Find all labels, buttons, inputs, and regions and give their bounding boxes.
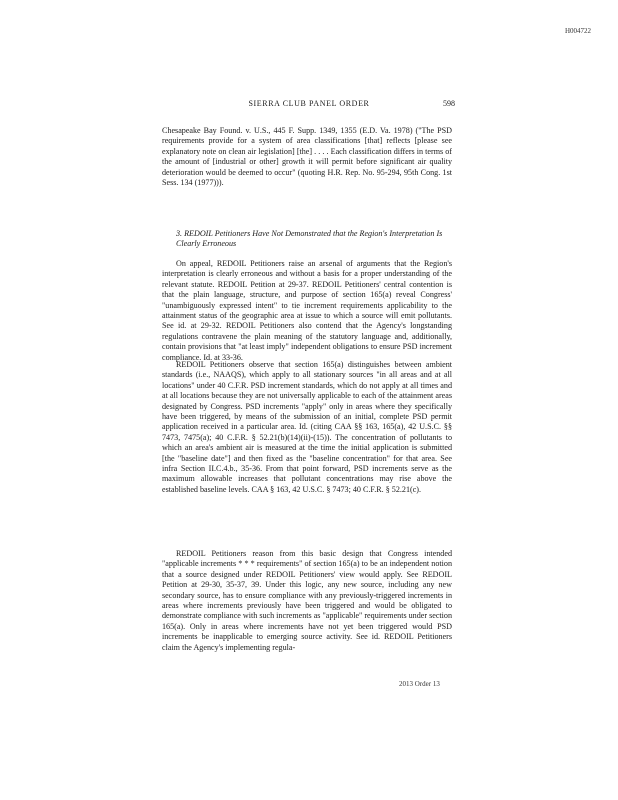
running-head: SIERRA CLUB PANEL ORDER [248, 99, 370, 108]
section-heading: 3. REDOIL Petitioners Have Not Demonstrated that the Region's Interpretation Is Clearly Erroneous [176, 229, 443, 249]
paragraph-4: REDOIL Petitioners reason from this basic design that Congress intended "applicable increments * * * requirements" of section 165(a) to be an independent notion that a source designed under REDOIL Petitioners' view would apply. See REDOIL Petition at 29-30, 35-37, 39. Under this logic, any new source, including any new secondary source, has to ensure compliance with any previously-triggered increments in areas where increments previously have been triggered and would be obligated to demonstrate compliance with such increments as "applicable" requirements under section 165(a). Only in areas where increments have not yet been triggered would PSD increments be inapplicable to emerging source activity. See id. REDOIL Petitioners claim the Agency's implementing regula- [162, 549, 453, 652]
footer-id: 2013 Order 13 [399, 680, 440, 688]
paragraph-2: On appeal, REDOIL Petitioners raise an arsenal of arguments that the Region's interpretation is clearly erroneous and without a basis for a proper understanding of the relevant statute. REDOIL Petition at 29-37. REDOIL Petitioners' central contention is that the plain language, structure, and purpose of section 165(a) reveal Congress' "unambiguously expressed intent" to tie increment requirements applicability to the attainment status of the geographic area at issue to which a source will emit pollutants. See id. at 29-32. REDOIL Petitioners also contend that the Agency's longstanding regulations contravene the plain meaning of the statutory language and, additionally, contain provisions that "at least imply" independent obligations to ensure PSD increment compliance. Id. at 33-36. [162, 259, 452, 362]
paragraph-3: REDOIL Petitioners observe that section 165(a) distinguishes between ambient standards (i.e., NAAQS), which apply to all stationary sources "in all areas and at all locations" under 40 C.F.R. PSD increment standards, which do not apply at all times and at all locations because they are not universally applicable to each of the attainment areas designated by Congress. PSD increments "apply" only in areas where they specifically have been triggered, by means of the submission of an initial, complete PSD permit application received in a particular area. Id. (citing CAA §§ 163, 165(a), 42 U.S.C. §§ 7473, 7475(a); 40 C.F.R. § 52.21(b)(14)(ii)-(15)). The concentration of pollutants to which an area's ambient air is measured at the time the initial application is submitted [the "baseline date"] and then fixed as the "baseline concentration" for that area. See infra Section II.C.4.b., 35-36. From that point forward, PSD increments serve as the maximum allowable increases that pollutant concentrations may rise above the established baseline levels. CAA § 163, 42 U.S.C. § 7473; 40 C.F.R. § 52.21(c). [162, 360, 452, 494]
page-number: 598 [443, 99, 455, 108]
bates-number: H004722 [564, 27, 591, 35]
paragraph-1: Chesapeake Bay Found. v. U.S., 445 F. Supp. 1349, 1355 (E.D. Va. 1978) ("The PSD requirements provide for a system of area classifications [that] reflects [please see explanatory note on clean air legislation] [the] . . . . Each classification differs in terms of the amount of [industrial or other] growth it will permit before significant air quality deterioration would be deemed to occur" (quoting H.R. Rep. No. 95-294, 95th Cong. 1st Sess. 134 (1977))). [162, 126, 452, 188]
